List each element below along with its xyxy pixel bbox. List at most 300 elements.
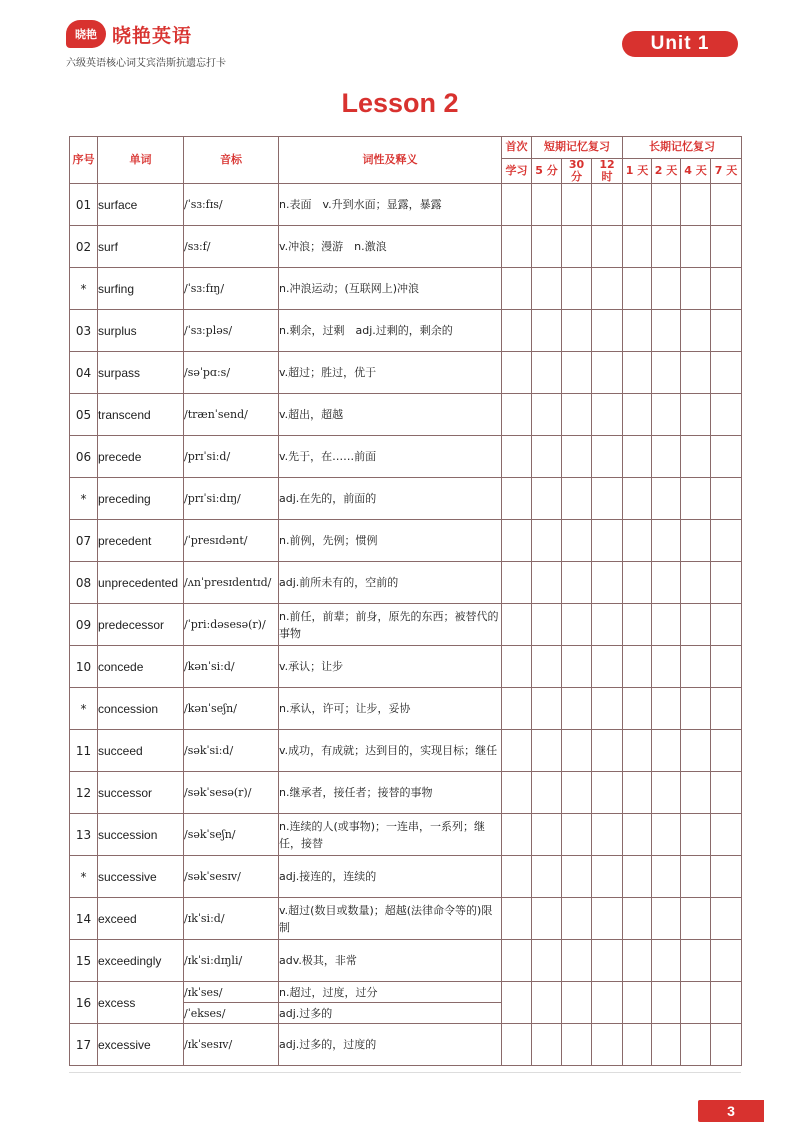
review-checkbox-cell xyxy=(532,226,562,268)
review-checkbox-cell xyxy=(532,604,562,646)
review-checkbox-cell xyxy=(711,520,742,562)
review-checkbox-cell xyxy=(711,394,742,436)
row-meaning: adj.前所未有的，空前的 xyxy=(279,562,502,604)
review-checkbox-cell xyxy=(532,982,562,1024)
row-meaning: v.先于，在……前面 xyxy=(279,436,502,478)
review-checkbox-cell xyxy=(502,310,532,352)
review-checkbox-cell xyxy=(502,394,532,436)
review-checkbox-cell xyxy=(562,1024,592,1066)
review-checkbox-cell xyxy=(562,310,592,352)
table-row xyxy=(70,730,742,772)
review-checkbox-cell xyxy=(623,772,652,814)
review-checkbox-cell xyxy=(502,478,532,520)
row-number: 11 xyxy=(70,730,98,772)
header-no: 序号 xyxy=(70,137,98,184)
row-word: surpass xyxy=(98,352,184,394)
review-checkbox-cell xyxy=(592,394,623,436)
row-meaning: n.超过，过度，过分 xyxy=(279,982,502,1003)
review-checkbox-cell xyxy=(681,730,711,772)
review-checkbox-cell xyxy=(711,562,742,604)
review-checkbox-cell xyxy=(502,814,532,856)
review-checkbox-cell xyxy=(532,562,562,604)
row-word: successor xyxy=(98,772,184,814)
review-checkbox-cell xyxy=(681,562,711,604)
review-checkbox-cell xyxy=(592,436,623,478)
row-number: * xyxy=(70,688,98,730)
review-checkbox-cell xyxy=(623,940,652,982)
page-number: 3 xyxy=(698,1100,764,1122)
header-4day: 4 天 xyxy=(681,159,711,184)
review-checkbox-cell xyxy=(652,520,681,562)
review-checkbox-cell xyxy=(681,478,711,520)
review-checkbox-cell xyxy=(532,730,562,772)
review-checkbox-cell xyxy=(562,436,592,478)
row-number: 13 xyxy=(70,814,98,856)
review-checkbox-cell xyxy=(681,940,711,982)
row-phonetic: /sɜːf/ xyxy=(184,226,279,268)
review-checkbox-cell xyxy=(532,436,562,478)
row-meaning: adj.过多的 xyxy=(279,1003,502,1024)
review-checkbox-cell xyxy=(532,940,562,982)
review-checkbox-cell xyxy=(652,352,681,394)
row-meaning: v.超过；胜过，优于 xyxy=(279,352,502,394)
review-checkbox-cell xyxy=(711,940,742,982)
review-checkbox-cell xyxy=(623,562,652,604)
review-checkbox-cell xyxy=(652,310,681,352)
review-checkbox-cell xyxy=(623,730,652,772)
row-number: 08 xyxy=(70,562,98,604)
review-checkbox-cell xyxy=(502,520,532,562)
review-checkbox-cell xyxy=(711,982,742,1024)
review-checkbox-cell xyxy=(623,520,652,562)
header-word: 单词 xyxy=(98,137,184,184)
table-row xyxy=(70,898,742,940)
row-meaning: n.表面 v.升到水面；显露，暴露 xyxy=(279,184,502,226)
row-number: 03 xyxy=(70,310,98,352)
row-phonetic: /səkˈsiːd/ xyxy=(184,730,279,772)
review-checkbox-cell xyxy=(681,688,711,730)
review-checkbox-cell xyxy=(681,898,711,940)
review-checkbox-cell xyxy=(562,940,592,982)
review-checkbox-cell xyxy=(623,1024,652,1066)
row-number: 16 xyxy=(70,982,98,1024)
review-checkbox-cell xyxy=(502,1024,532,1066)
review-checkbox-cell xyxy=(592,268,623,310)
row-word: exceedingly xyxy=(98,940,184,982)
header-12h: 12 时 xyxy=(592,159,623,184)
review-checkbox-cell xyxy=(623,814,652,856)
review-checkbox-cell xyxy=(711,310,742,352)
review-checkbox-cell xyxy=(681,352,711,394)
row-number: * xyxy=(70,478,98,520)
table-row xyxy=(70,688,742,730)
review-checkbox-cell xyxy=(711,184,742,226)
review-checkbox-cell xyxy=(711,898,742,940)
review-checkbox-cell xyxy=(681,310,711,352)
review-checkbox-cell xyxy=(502,226,532,268)
row-meaning: adj.过多的，过度的 xyxy=(279,1024,502,1066)
review-checkbox-cell xyxy=(711,226,742,268)
review-checkbox-cell xyxy=(562,352,592,394)
logo-mark: 晓艳 xyxy=(66,20,106,48)
review-checkbox-cell xyxy=(711,436,742,478)
review-checkbox-cell xyxy=(502,730,532,772)
row-meaning: v.冲浪；漫游 n.激浪 xyxy=(279,226,502,268)
row-meaning: v.超出，超越 xyxy=(279,394,502,436)
review-checkbox-cell xyxy=(652,1024,681,1066)
row-word: successive xyxy=(98,856,184,898)
table-row xyxy=(70,226,742,268)
review-checkbox-cell xyxy=(681,1024,711,1066)
row-word: concession xyxy=(98,688,184,730)
table-row xyxy=(70,772,742,814)
review-checkbox-cell xyxy=(681,772,711,814)
review-checkbox-cell xyxy=(711,478,742,520)
row-word: excess xyxy=(98,982,184,1024)
review-checkbox-cell xyxy=(502,604,532,646)
row-number: 05 xyxy=(70,394,98,436)
review-checkbox-cell xyxy=(502,184,532,226)
row-meaning: n.继承者，接任者；接替的事物 xyxy=(279,772,502,814)
brand-subtitle: 六级英语核心词艾宾浩斯抗遗忘打卡 xyxy=(66,58,226,69)
review-checkbox-cell xyxy=(652,772,681,814)
review-checkbox-cell xyxy=(681,982,711,1024)
row-number: 06 xyxy=(70,436,98,478)
review-checkbox-cell xyxy=(532,184,562,226)
table-row xyxy=(70,856,742,898)
table-row xyxy=(70,352,742,394)
review-checkbox-cell xyxy=(532,478,562,520)
review-checkbox-cell xyxy=(711,814,742,856)
row-number: 12 xyxy=(70,772,98,814)
review-checkbox-cell xyxy=(623,352,652,394)
row-number: 02 xyxy=(70,226,98,268)
row-phonetic: /ˈpriːdəsesə(r)/ xyxy=(184,604,279,646)
brand-name: 晓艳英语 xyxy=(112,24,193,47)
row-phonetic: /ˈsɜːpləs/ xyxy=(184,310,279,352)
header-first-sub: 学习 xyxy=(502,159,532,184)
review-checkbox-cell xyxy=(681,604,711,646)
review-checkbox-cell xyxy=(592,478,623,520)
row-meaning: v.成功，有成就；达到目的，实现目标；继任 xyxy=(279,730,502,772)
review-checkbox-cell xyxy=(711,352,742,394)
review-checkbox-cell xyxy=(592,226,623,268)
review-checkbox-cell xyxy=(592,1024,623,1066)
header-long-term: 长期记忆复习 xyxy=(623,137,742,159)
header-30min: 30 分 xyxy=(562,159,592,184)
brand-logo xyxy=(66,20,192,48)
review-checkbox-cell xyxy=(681,520,711,562)
review-checkbox-cell xyxy=(502,646,532,688)
review-checkbox-cell xyxy=(562,184,592,226)
row-phonetic: /ˈsɜːfɪs/ xyxy=(184,184,279,226)
review-checkbox-cell xyxy=(623,982,652,1024)
review-checkbox-cell xyxy=(592,814,623,856)
review-checkbox-cell xyxy=(711,688,742,730)
review-checkbox-cell xyxy=(562,226,592,268)
review-checkbox-cell xyxy=(562,898,592,940)
review-checkbox-cell xyxy=(652,604,681,646)
review-checkbox-cell xyxy=(562,814,592,856)
row-word: succession xyxy=(98,814,184,856)
row-number: * xyxy=(70,856,98,898)
review-checkbox-cell xyxy=(562,520,592,562)
row-phonetic: /ˈpresɪdənt/ xyxy=(184,520,279,562)
row-word: exceed xyxy=(98,898,184,940)
review-checkbox-cell xyxy=(592,856,623,898)
review-checkbox-cell xyxy=(652,730,681,772)
header-phonetic: 音标 xyxy=(184,137,279,184)
review-checkbox-cell xyxy=(623,688,652,730)
row-meaning: v.超过(数目或数量)；超越(法律命令等的)限制 xyxy=(279,898,502,940)
review-checkbox-cell xyxy=(502,436,532,478)
table-row xyxy=(70,604,742,646)
review-checkbox-cell xyxy=(711,1024,742,1066)
row-meaning: n.前例，先例；惯例 xyxy=(279,520,502,562)
review-checkbox-cell xyxy=(623,394,652,436)
row-meaning: adv.极其，非常 xyxy=(279,940,502,982)
review-checkbox-cell xyxy=(681,436,711,478)
review-checkbox-cell xyxy=(652,562,681,604)
review-checkbox-cell xyxy=(652,436,681,478)
review-checkbox-cell xyxy=(532,898,562,940)
row-word: concede xyxy=(98,646,184,688)
row-number: 04 xyxy=(70,352,98,394)
review-checkbox-cell xyxy=(562,478,592,520)
row-meaning: n.承认，许可；让步，妥协 xyxy=(279,688,502,730)
row-phonetic: /ɪkˈsiːd/ xyxy=(184,898,279,940)
review-checkbox-cell xyxy=(652,814,681,856)
review-checkbox-cell xyxy=(592,520,623,562)
review-checkbox-cell xyxy=(652,688,681,730)
header-first: 首次 xyxy=(502,137,532,159)
review-checkbox-cell xyxy=(652,898,681,940)
row-phonetic: /trænˈsend/ xyxy=(184,394,279,436)
review-checkbox-cell xyxy=(532,1024,562,1066)
row-word: surface xyxy=(98,184,184,226)
row-word: predecessor xyxy=(98,604,184,646)
review-checkbox-cell xyxy=(681,226,711,268)
review-checkbox-cell xyxy=(532,688,562,730)
review-checkbox-cell xyxy=(562,772,592,814)
table-header-row xyxy=(70,137,742,159)
review-checkbox-cell xyxy=(623,268,652,310)
review-checkbox-cell xyxy=(681,184,711,226)
review-checkbox-cell xyxy=(592,184,623,226)
row-phonetic: /ɪkˈses/ xyxy=(184,982,279,1003)
review-checkbox-cell xyxy=(623,436,652,478)
row-number: 14 xyxy=(70,898,98,940)
review-checkbox-cell xyxy=(711,646,742,688)
review-checkbox-cell xyxy=(592,982,623,1024)
row-meaning: n.冲浪运动；(互联网上)冲浪 xyxy=(279,268,502,310)
review-checkbox-cell xyxy=(562,604,592,646)
review-checkbox-cell xyxy=(592,604,623,646)
header-7day: 7 天 xyxy=(711,159,742,184)
review-checkbox-cell xyxy=(592,688,623,730)
row-word: transcend xyxy=(98,394,184,436)
review-checkbox-cell xyxy=(562,982,592,1024)
review-checkbox-cell xyxy=(502,982,532,1024)
review-checkbox-cell xyxy=(652,646,681,688)
row-word: surf xyxy=(98,226,184,268)
review-checkbox-cell xyxy=(532,856,562,898)
row-phonetic: /ˈekses/ xyxy=(184,1003,279,1024)
review-checkbox-cell xyxy=(711,856,742,898)
row-word: succeed xyxy=(98,730,184,772)
row-meaning: n.剩余，过剩 adj.过剩的，剩余的 xyxy=(279,310,502,352)
review-checkbox-cell xyxy=(592,772,623,814)
header-5min: 5 分 xyxy=(532,159,562,184)
row-phonetic: /ˈsɜːfɪŋ/ xyxy=(184,268,279,310)
table-row xyxy=(70,814,742,856)
review-checkbox-cell xyxy=(532,394,562,436)
review-checkbox-cell xyxy=(562,562,592,604)
table-row xyxy=(70,310,742,352)
review-checkbox-cell xyxy=(652,268,681,310)
review-checkbox-cell xyxy=(652,940,681,982)
review-checkbox-cell xyxy=(623,604,652,646)
row-phonetic: /kənˈseʃn/ xyxy=(184,688,279,730)
review-checkbox-cell xyxy=(681,268,711,310)
review-checkbox-cell xyxy=(711,604,742,646)
review-checkbox-cell xyxy=(562,688,592,730)
review-checkbox-cell xyxy=(652,226,681,268)
table-row xyxy=(70,1024,742,1066)
review-checkbox-cell xyxy=(502,898,532,940)
review-checkbox-cell xyxy=(502,940,532,982)
row-phonetic: /ʌnˈpresɪdentɪd/ xyxy=(184,562,279,604)
review-checkbox-cell xyxy=(532,352,562,394)
review-checkbox-cell xyxy=(502,352,532,394)
review-checkbox-cell xyxy=(532,772,562,814)
row-number: 15 xyxy=(70,940,98,982)
row-meaning: n.连续的人(或事物)；一连串，一系列；继任，接替 xyxy=(279,814,502,856)
header-short-term: 短期记忆复习 xyxy=(532,137,623,159)
footer-divider xyxy=(69,1072,741,1073)
row-number: 10 xyxy=(70,646,98,688)
review-checkbox-cell xyxy=(681,856,711,898)
row-number: 01 xyxy=(70,184,98,226)
row-word: excessive xyxy=(98,1024,184,1066)
review-checkbox-cell xyxy=(652,184,681,226)
review-checkbox-cell xyxy=(502,856,532,898)
review-checkbox-cell xyxy=(592,730,623,772)
header-meaning: 词性及释义 xyxy=(279,137,502,184)
review-checkbox-cell xyxy=(623,226,652,268)
review-checkbox-cell xyxy=(562,646,592,688)
review-checkbox-cell xyxy=(562,268,592,310)
row-phonetic: /prɪˈsiːd/ xyxy=(184,436,279,478)
table-row xyxy=(70,184,742,226)
row-meaning: n.前任，前辈；前身，原先的东西；被替代的事物 xyxy=(279,604,502,646)
review-checkbox-cell xyxy=(502,562,532,604)
review-checkbox-cell xyxy=(711,268,742,310)
vocabulary-table xyxy=(69,136,742,1066)
review-checkbox-cell xyxy=(652,982,681,1024)
row-number: 17 xyxy=(70,1024,98,1066)
review-checkbox-cell xyxy=(623,646,652,688)
lesson-title: Lesson 2 xyxy=(341,88,459,118)
review-checkbox-cell xyxy=(532,520,562,562)
table-row xyxy=(70,982,742,1003)
review-checkbox-cell xyxy=(623,898,652,940)
review-checkbox-cell xyxy=(562,856,592,898)
table-row xyxy=(70,520,742,562)
review-checkbox-cell xyxy=(652,394,681,436)
review-checkbox-cell xyxy=(652,478,681,520)
row-word: precedent xyxy=(98,520,184,562)
row-phonetic: /kənˈsiːd/ xyxy=(184,646,279,688)
review-checkbox-cell xyxy=(681,646,711,688)
review-checkbox-cell xyxy=(532,310,562,352)
review-checkbox-cell xyxy=(562,730,592,772)
review-checkbox-cell xyxy=(592,562,623,604)
review-checkbox-cell xyxy=(502,772,532,814)
table-row xyxy=(70,268,742,310)
review-checkbox-cell xyxy=(532,814,562,856)
review-checkbox-cell xyxy=(502,268,532,310)
row-word: surfing xyxy=(98,268,184,310)
review-checkbox-cell xyxy=(592,352,623,394)
review-checkbox-cell xyxy=(592,310,623,352)
review-checkbox-cell xyxy=(532,646,562,688)
review-checkbox-cell xyxy=(623,856,652,898)
row-phonetic: /səkˈseʃn/ xyxy=(184,814,279,856)
header-1day: 1 天 xyxy=(623,159,652,184)
review-checkbox-cell xyxy=(711,772,742,814)
review-checkbox-cell xyxy=(623,184,652,226)
row-phonetic: /ɪkˈsesɪv/ xyxy=(184,1024,279,1066)
table-row xyxy=(70,436,742,478)
row-meaning: adj.在先的，前面的 xyxy=(279,478,502,520)
review-checkbox-cell xyxy=(652,856,681,898)
row-phonetic: /səkˈsesə(r)/ xyxy=(184,772,279,814)
row-phonetic: /ɪkˈsiːdɪŋli/ xyxy=(184,940,279,982)
review-checkbox-cell xyxy=(681,814,711,856)
unit-label: Unit 1 xyxy=(622,31,738,57)
table-row xyxy=(70,646,742,688)
table-row xyxy=(70,940,742,982)
review-checkbox-cell xyxy=(681,394,711,436)
row-number: * xyxy=(70,268,98,310)
row-number: 09 xyxy=(70,604,98,646)
review-checkbox-cell xyxy=(592,940,623,982)
row-word: precede xyxy=(98,436,184,478)
review-checkbox-cell xyxy=(502,688,532,730)
row-number: 07 xyxy=(70,520,98,562)
table-row xyxy=(70,394,742,436)
review-checkbox-cell xyxy=(592,898,623,940)
review-checkbox-cell xyxy=(592,646,623,688)
row-meaning: adj.接连的，连续的 xyxy=(279,856,502,898)
row-meaning: v.承认；让步 xyxy=(279,646,502,688)
row-phonetic: /prɪˈsiːdɪŋ/ xyxy=(184,478,279,520)
review-checkbox-cell xyxy=(623,478,652,520)
table-row xyxy=(70,562,742,604)
review-checkbox-cell xyxy=(562,394,592,436)
row-word: surplus xyxy=(98,310,184,352)
table-row xyxy=(70,478,742,520)
row-word: preceding xyxy=(98,478,184,520)
header-2day: 2 天 xyxy=(652,159,681,184)
row-phonetic: /səˈpɑːs/ xyxy=(184,352,279,394)
row-word: unprecedented xyxy=(98,562,184,604)
review-checkbox-cell xyxy=(532,268,562,310)
review-checkbox-cell xyxy=(623,310,652,352)
row-phonetic: /səkˈsesɪv/ xyxy=(184,856,279,898)
review-checkbox-cell xyxy=(711,730,742,772)
